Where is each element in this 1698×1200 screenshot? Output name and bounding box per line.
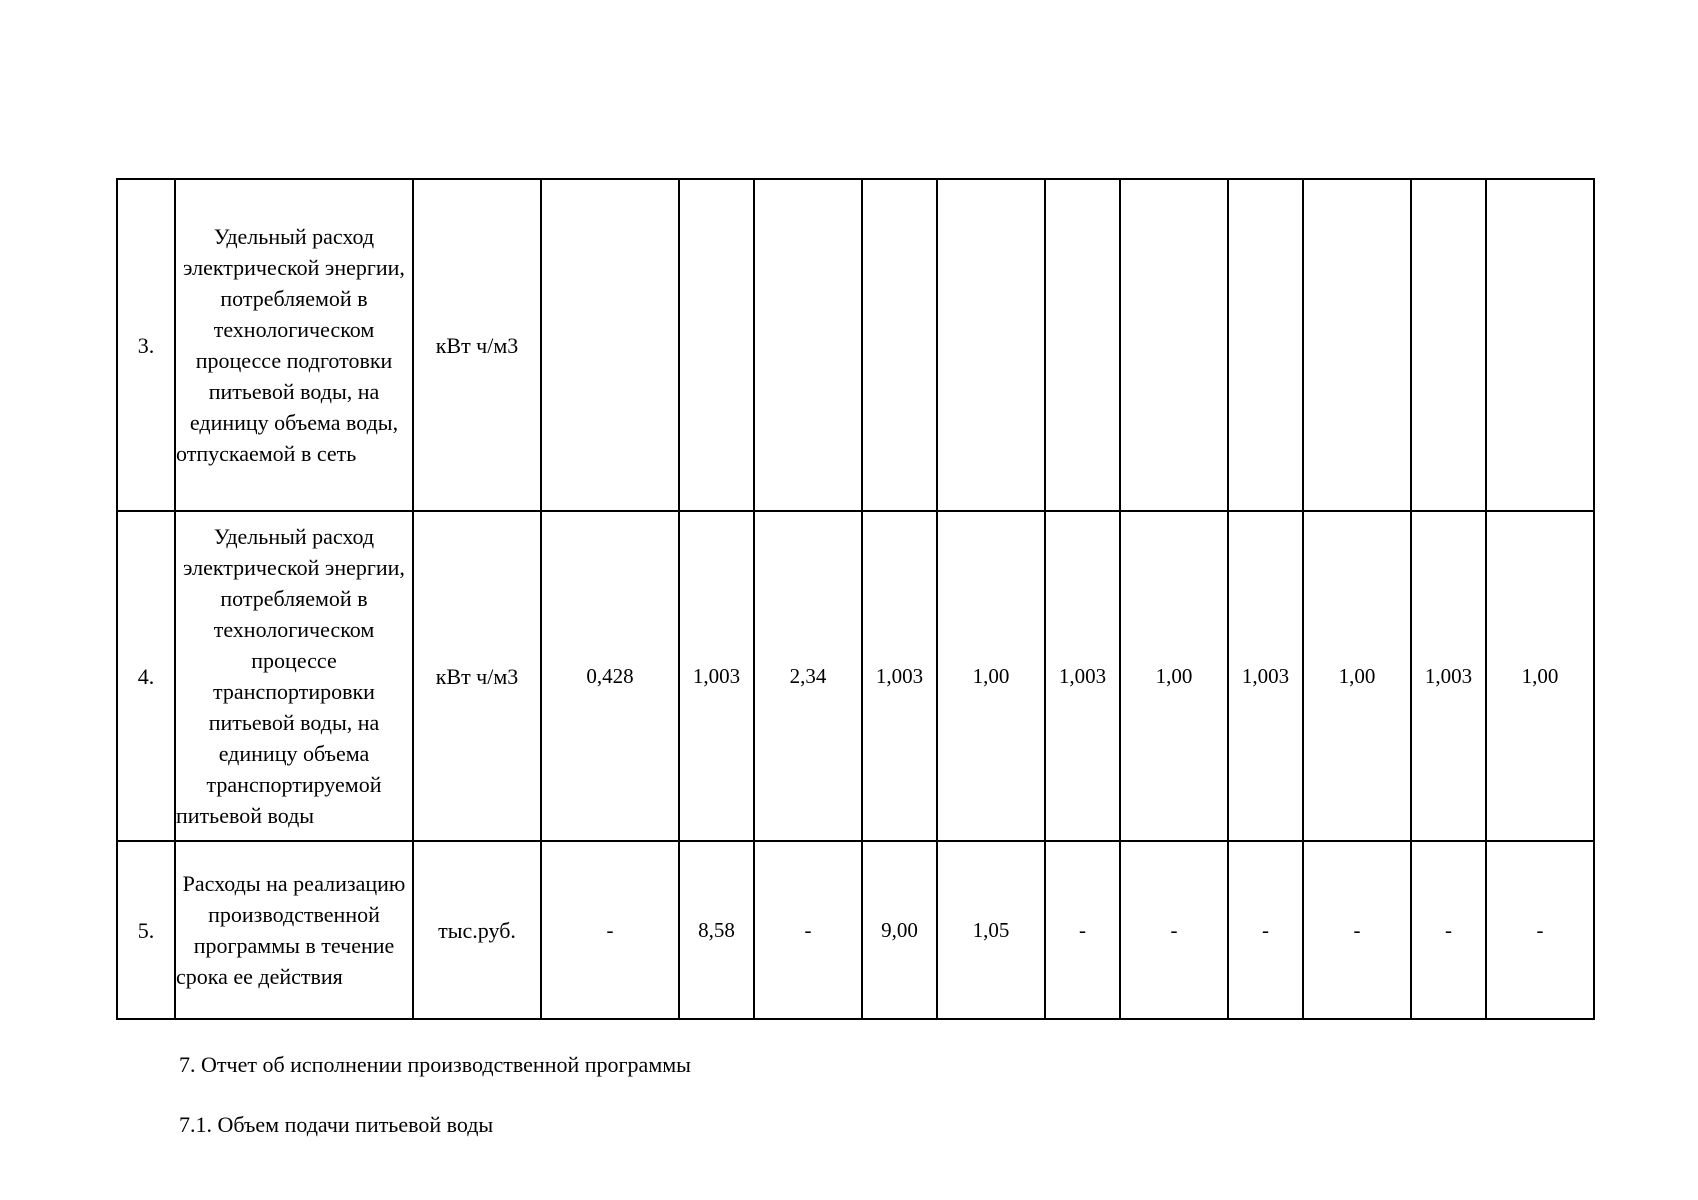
indicator-name-text: Удельный расход электрической энергии, потребляемой в технологическом процессе транспортировки питьевой воды, на единицу объема транспортируемой питьевой воды — [176, 524, 405, 828]
value-cell — [1228, 179, 1303, 511]
value-cell: - — [1486, 841, 1594, 1019]
value-cell — [679, 179, 754, 511]
indicator-name-cell — [175, 511, 413, 841]
indicator-name-cell — [175, 841, 413, 1019]
section-heading: 7. Отчет об исполнении производственной программы — [179, 1052, 691, 1077]
value-cell: - — [1411, 841, 1486, 1019]
value-cell: - — [1045, 841, 1120, 1019]
subsection-heading: 7.1. Объем подачи питьевой воды — [179, 1112, 494, 1137]
value-cell: 8,58 — [679, 841, 754, 1019]
value-cell: 1,003 — [679, 511, 754, 841]
value-cell: - — [1228, 841, 1303, 1019]
value-cell: 1,003 — [1045, 511, 1120, 841]
value-cell: 1,00 — [1303, 511, 1411, 841]
value-cell: 2,34 — [754, 511, 862, 841]
value-cell: - — [541, 841, 679, 1019]
indicator-name-cell — [175, 179, 413, 511]
value-cell: - — [1303, 841, 1411, 1019]
value-cell: 1,00 — [1120, 511, 1228, 841]
value-cell: 1,00 — [937, 511, 1045, 841]
value-cell: 1,003 — [862, 511, 937, 841]
value-cell: 0,428 — [541, 511, 679, 841]
value-cell: - — [1120, 841, 1228, 1019]
indicators-table — [116, 178, 1595, 1020]
unit-cell: кВт ч/м3 — [413, 179, 541, 511]
value-cell — [541, 179, 679, 511]
value-cell — [1486, 179, 1594, 511]
value-cell: - — [754, 841, 862, 1019]
value-cell: 1,00 — [1486, 511, 1594, 841]
row-number-cell: 4. — [117, 511, 175, 841]
value-cell: 1,003 — [1411, 511, 1486, 841]
table-body — [117, 179, 1594, 1019]
table-row — [117, 179, 1594, 511]
value-cell: 9,00 — [862, 841, 937, 1019]
unit-cell: тыс.руб. — [413, 841, 541, 1019]
indicator-name-text: Расходы на реализацию производственной программы в течение срока ее действия — [176, 871, 406, 989]
value-cell — [1411, 179, 1486, 511]
value-cell: 1,003 — [1228, 511, 1303, 841]
indicator-name-text: Удельный расход электрической энергии, потребляемой в технологическом процессе подготовки питьевой воды, на единицу объема воды, отпускаемой в сеть — [176, 224, 405, 466]
row-number-cell: 3. — [117, 179, 175, 511]
value-cell: 1,05 — [937, 841, 1045, 1019]
indicators-table-wrap — [116, 178, 1595, 1020]
value-cell — [1303, 179, 1411, 511]
table-row — [117, 841, 1594, 1019]
unit-cell: кВт ч/м3 — [413, 511, 541, 841]
value-cell — [862, 179, 937, 511]
value-cell — [754, 179, 862, 511]
value-cell — [1045, 179, 1120, 511]
row-number-cell: 5. — [117, 841, 175, 1019]
value-cell — [937, 179, 1045, 511]
value-cell — [1120, 179, 1228, 511]
table-row — [117, 511, 1594, 841]
